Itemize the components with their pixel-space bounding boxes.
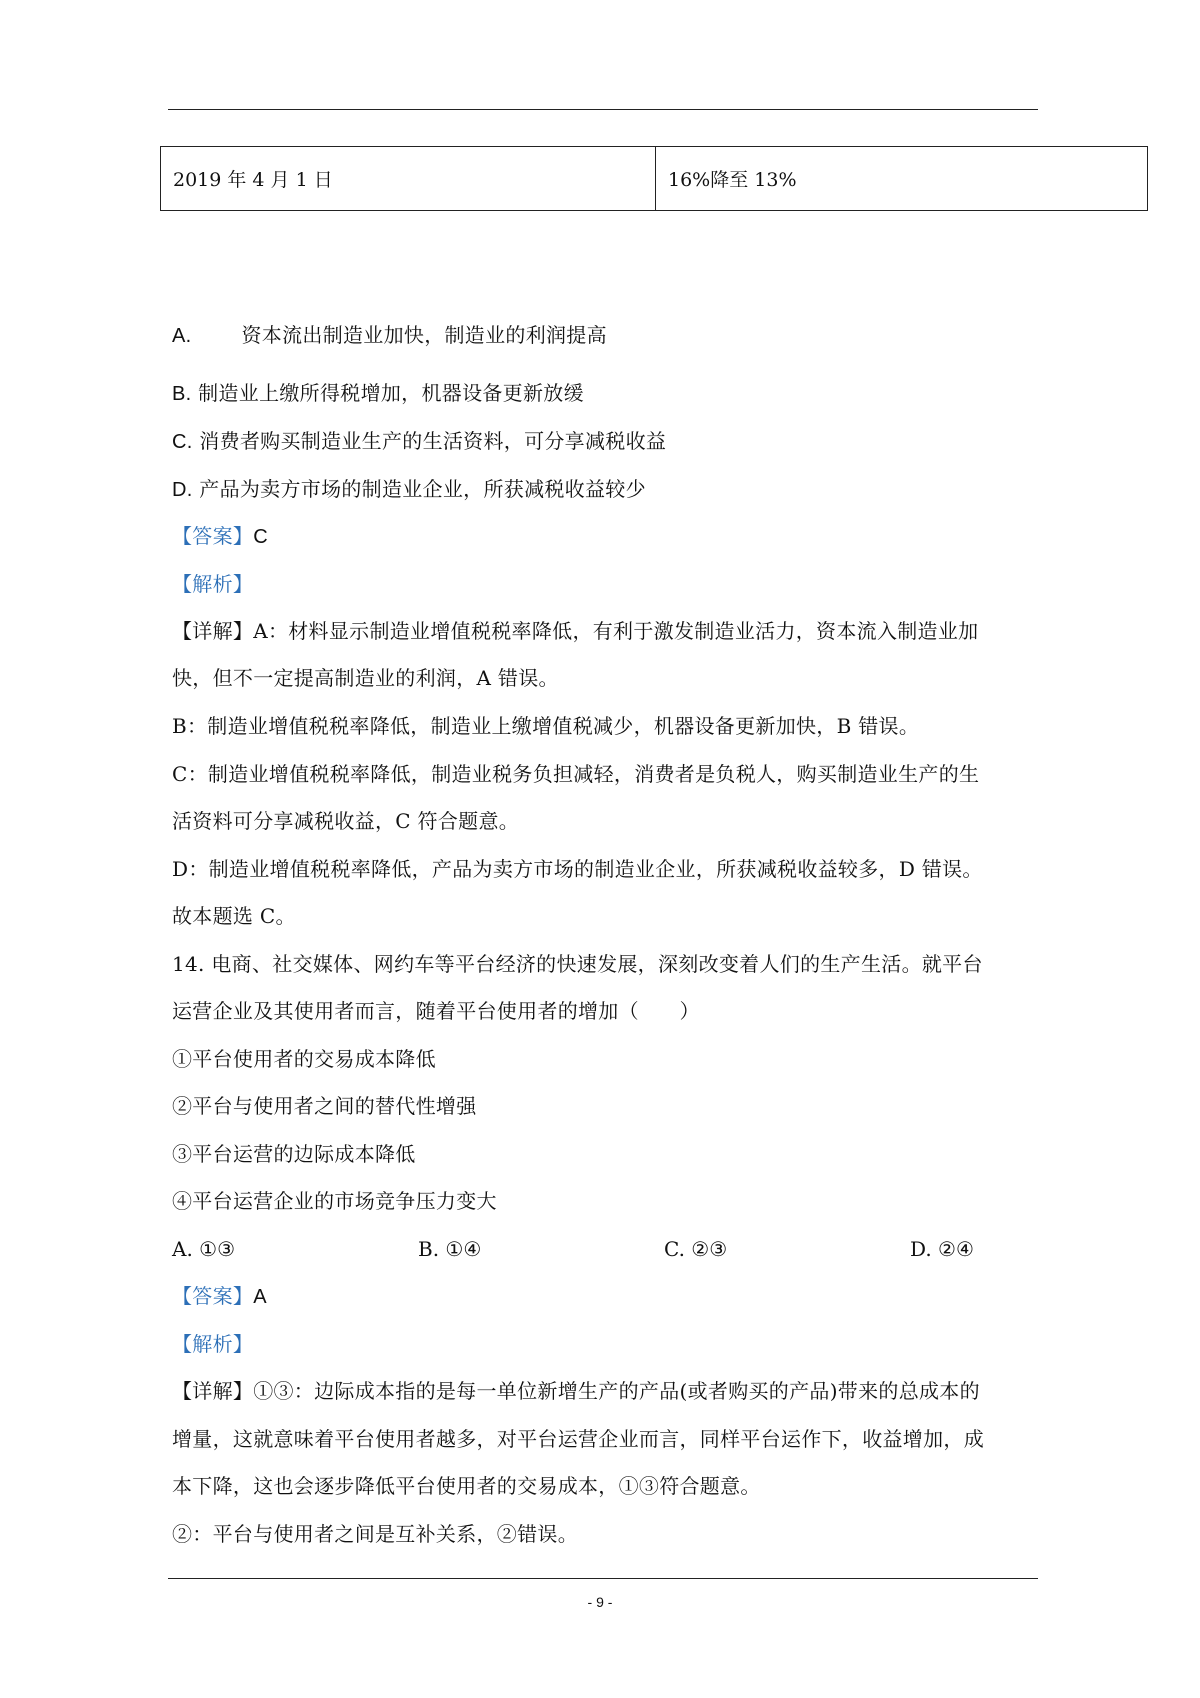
q13-option-d: D. 产品为卖方市场的制造业企业，所获减税收益较少 bbox=[172, 477, 646, 501]
answer-tag: 【答案】 bbox=[172, 524, 254, 548]
q14-statement-4: ④平台运营企业的市场竞争压力变大 bbox=[172, 1189, 497, 1213]
table-cell-date: 2019 年 4 月 1 日 bbox=[161, 147, 656, 211]
q14-choice-d: D. ②④ bbox=[910, 1237, 974, 1261]
detail-tag: 【详解】 bbox=[172, 1379, 254, 1403]
table-row bbox=[161, 147, 1148, 211]
q14-answer: 【答案】A bbox=[172, 1284, 267, 1308]
q13-detail-line-3: B：制造业增值税税率降低，制造业上缴增值税减少，机器设备更新加快，B 错误。 bbox=[172, 714, 920, 738]
q14-statement-3: ③平台运营的边际成本降低 bbox=[172, 1142, 416, 1166]
page-number: - 9 - bbox=[587, 1594, 613, 1610]
q14-statement-2: ②平台与使用者之间的替代性增强 bbox=[172, 1094, 477, 1118]
q13-detail-line-4: C：制造业增值税税率降低，制造业税务负担减轻，消费者是负税人，购买制造业生产的生 bbox=[172, 762, 980, 786]
q14-choice-b: B. ①④ bbox=[418, 1237, 482, 1261]
q13-analysis-tag: 【解析】 bbox=[172, 572, 254, 596]
q14-choice-a: A. ①③ bbox=[172, 1237, 236, 1261]
q13-detail-line-6: D：制造业增值税税率降低，产品为卖方市场的制造业企业，所获减税收益较多，D 错误。 bbox=[172, 857, 983, 881]
table-cell-rate: 16%降至 13% bbox=[656, 147, 1148, 211]
q13-answer: 【答案】C bbox=[172, 524, 268, 548]
q14-detail-line-4: ②：平台与使用者之间是互补关系，②错误。 bbox=[172, 1522, 578, 1546]
q13-option-c: C. 消费者购买制造业生产的生活资料，可分享减税收益 bbox=[172, 429, 667, 453]
header-rule bbox=[168, 109, 1038, 110]
q13-detail-line-2: 快，但不一定提高制造业的利润，A 错误。 bbox=[172, 666, 559, 690]
q14-detail-line-3: 本下降，这也会逐步降低平台使用者的交易成本，①③符合题意。 bbox=[172, 1474, 761, 1498]
q13-detail-line-1: 【详解】A：材料显示制造业增值税税率降低，有利于激发制造业活力，资本流入制造业加 bbox=[172, 619, 979, 643]
detail-tag: 【详解】 bbox=[172, 619, 254, 643]
q14-stem-line-2: 运营企业及其使用者而言，随着平台使用者的增加（ ） bbox=[172, 999, 700, 1023]
answer-tag: 【答案】 bbox=[172, 1284, 254, 1308]
q14-detail-line-1: 【详解】①③：边际成本指的是每一单位新增生产的产品(或者购买的产品)带来的总成本的 bbox=[172, 1379, 980, 1403]
q13-detail-line-7: 故本题选 C。 bbox=[172, 904, 296, 928]
tax-rate-table bbox=[160, 146, 1148, 211]
q14-analysis-tag: 【解析】 bbox=[172, 1332, 254, 1356]
q14-statement-1: ①平台使用者的交易成本降低 bbox=[172, 1047, 436, 1071]
q14-detail-line-2: 增量，这就意味着平台使用者越多，对平台运营企业而言，同样平台运作下，收益增加，成 bbox=[172, 1427, 984, 1451]
q13-option-b: B. 制造业上缴所得税增加，机器设备更新放缓 bbox=[172, 381, 584, 405]
q14-stem-line-1: 14. 电商、社交媒体、网约车等平台经济的快速发展，深刻改变着人们的生产生活。就平台 bbox=[172, 952, 983, 976]
q14-choice-c: C. ②③ bbox=[664, 1237, 728, 1261]
footer-rule bbox=[168, 1578, 1038, 1579]
q13-option-a: A. 资本流出制造业加快，制造业的利润提高 bbox=[172, 323, 607, 347]
q13-detail-line-5: 活资料可分享减税收益，C 符合题意。 bbox=[172, 809, 520, 833]
